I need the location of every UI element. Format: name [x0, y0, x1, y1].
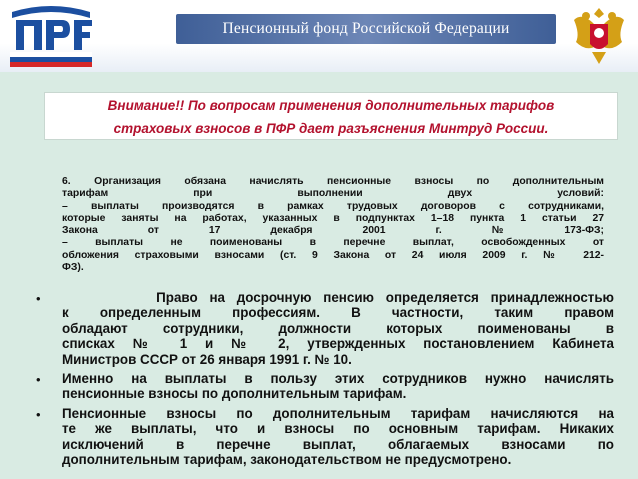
bullet-line: Министров СССР от 26 января 1991 г. № 10.: [62, 351, 352, 367]
header: [0, 0, 638, 72]
bullet-line: исключений в перечне выплат, облагаемых взносами по: [62, 436, 614, 452]
header-banner: [176, 14, 556, 44]
bullet-line: Право на досрочную пенсию определяется принадлежностью: [62, 290, 614, 305]
paragraph-6-line: – выплаты производятся в рамках трудовых договоров с сотрудниками,: [62, 200, 604, 212]
list-item: [28, 290, 614, 367]
notice-box: [44, 92, 618, 140]
list-item: [28, 371, 614, 402]
paragraph-6-line: 6. Организация обязана начислять пенсионные взносы по дополнительным: [62, 176, 604, 187]
banner-title: Пенсионный фонд Российской Федерации: [222, 20, 510, 37]
paragraph-6-line: которые заняты на работах, указанных в подпунктах 1–18 пункта 1 статьи 27: [62, 212, 604, 224]
paragraph-6: [62, 176, 604, 274]
bullet-line: дополнительным тарифам, законодательством не предусмотрено.: [62, 452, 512, 468]
russian-coat-of-arms-icon: [566, 2, 632, 68]
bullet-marker: •: [36, 406, 41, 422]
bullet-line: те же выплаты, что и взносы по основным тарифам. Никаких: [62, 421, 614, 437]
bullet-line: обладают сотрудники, должности которых поименованы в: [62, 320, 614, 336]
bullet-marker: •: [36, 372, 41, 388]
paragraph-6-line: Закона от 17 декабря 2001 г. № 173-ФЗ;: [62, 225, 604, 237]
paragraph-6-line: тарифам при выполнении двух условий:: [62, 188, 604, 200]
bullet-line: Пенсионные взносы по дополнительным тарифам начисляются на: [62, 405, 614, 421]
bullet-line: к определенным профессиям. В частности, таким правом: [62, 305, 614, 321]
bullet-line: Именно на выплаты в пользу этих сотрудников нужно начислять: [62, 371, 614, 387]
pfr-logo-icon: [6, 4, 96, 68]
paragraph-6-line: ФЗ).: [62, 262, 84, 274]
notice-line-1: Внимание!! По вопросам применения дополнительных тарифов: [107, 98, 555, 113]
bullet-marker: •: [36, 291, 41, 306]
bullet-line: пенсионные взносы по дополнительным тарифам.: [62, 386, 407, 402]
bullet-list: [28, 290, 614, 467]
notice-line-2: страховых взносов в ПФР дает разъяснения Минтруд России.: [113, 121, 549, 136]
list-item: [28, 406, 614, 468]
paragraph-6-line: обложения страховыми взносами (ст. 9 Закона от 24 июля 2009 г. № 212-: [62, 249, 604, 261]
paragraph-6-line: – выплаты не поименованы в перечне выплат, освобожденных от: [62, 237, 604, 249]
bullet-line: списках № 1 и № 2, утвержденных постановлением Кабинета: [62, 336, 614, 352]
